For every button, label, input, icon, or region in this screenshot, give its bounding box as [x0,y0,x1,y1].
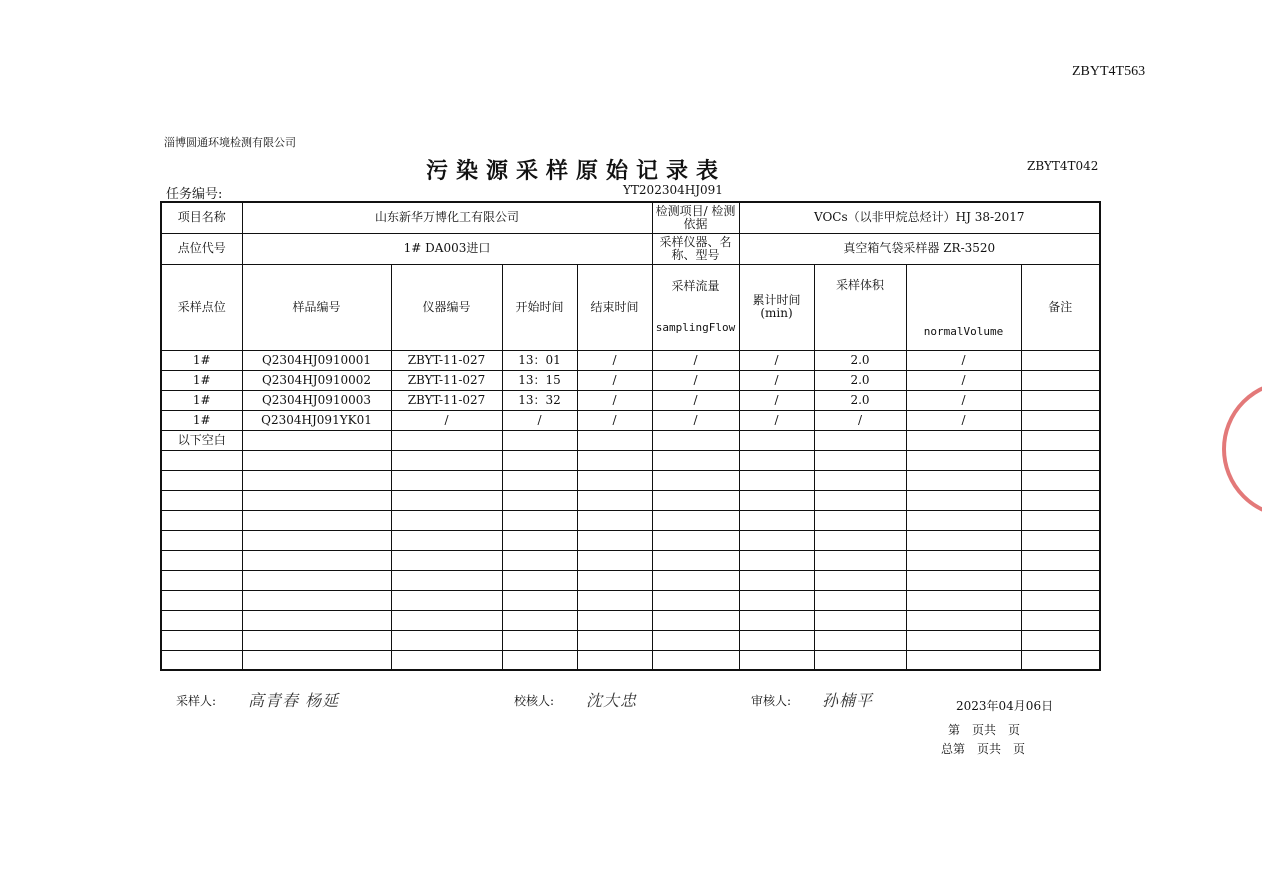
empty-cell [1021,530,1100,550]
table-cell-flow: / [652,370,739,390]
empty-cell [391,630,502,650]
table-cell-flow: / [652,410,739,430]
table-row [161,470,1100,490]
empty-cell [814,510,906,530]
form-code: ZBYT4T042 [1027,159,1099,173]
empty-cell [1021,650,1100,670]
empty-cell [502,470,577,490]
empty-cell [161,590,242,610]
empty-cell [739,590,814,610]
empty-cell [906,490,1021,510]
table-cell-volume-a: 2.0 [814,350,906,370]
empty-cell [1021,470,1100,490]
empty-cell [577,530,652,550]
empty-cell [577,570,652,590]
table-cell-volume-a: 2.0 [814,390,906,410]
empty-cell [391,430,502,450]
table-cell-flow: / [652,350,739,370]
empty-cell [906,510,1021,530]
table-cell-volume-b: / [906,350,1021,370]
table-row [161,390,1100,410]
empty-cell [391,650,502,670]
empty-cell [502,570,577,590]
empty-cell [906,430,1021,450]
checker-signature: 沈大忠 [586,691,638,710]
empty-cell [814,550,906,570]
empty-cell [739,450,814,470]
table-row [161,610,1100,630]
empty-cell [906,530,1021,550]
empty-cell [161,550,242,570]
empty-cell [1021,430,1100,450]
empty-cell [906,570,1021,590]
info-row-project [161,202,1100,233]
sign-date: 2023年04月06日 [956,699,1054,713]
table-row [161,410,1100,430]
empty-cell [739,510,814,530]
col-header-start: 开始时间 [502,264,577,350]
empty-cell [502,490,577,510]
empty-cell [739,650,814,670]
instrument-label: 采样仪器、名称、型号 [652,233,739,264]
table-row [161,650,1100,670]
sampler-label: 采样人: [176,694,217,708]
reviewer-signature: 孙楠平 [822,691,874,710]
reviewer-label: 审核人: [751,694,792,708]
empty-cell [161,450,242,470]
table-cell-point: 1# [161,370,242,390]
flow-label-cn: 采样流量 [671,279,720,293]
empty-cell [391,450,502,470]
empty-cell [906,470,1021,490]
table-row [161,430,1100,450]
empty-cell [652,550,739,570]
empty-cell [502,550,577,570]
table-cell-end: / [577,370,652,390]
table-cell-point: 1# [161,410,242,430]
empty-cell [652,470,739,490]
empty-cell [739,550,814,570]
column-header-row [161,264,1100,350]
sampler-signature: 高青春 杨延 [248,691,340,710]
table-cell-end: / [577,410,652,430]
empty-cell [1021,550,1100,570]
empty-cell [577,510,652,530]
empty-cell [652,630,739,650]
table-cell-point: 1# [161,390,242,410]
empty-cell [1021,570,1100,590]
empty-cell [161,570,242,590]
table-row [161,370,1100,390]
project-value: 山东新华万博化工有限公司 [242,202,652,233]
info-row-point [161,233,1100,264]
empty-cell [502,650,577,670]
table-cell-volume-b: / [906,390,1021,410]
empty-cell [739,490,814,510]
volume-label-cn: 采样体积 [836,277,885,292]
table-row [161,530,1100,550]
table-cell-duration: / [739,350,814,370]
table-cell-start: 13：01 [502,350,577,370]
empty-cell [161,470,242,490]
empty-cell [242,570,391,590]
empty-cell [242,430,391,450]
empty-cell [814,630,906,650]
table-cell-end: / [577,390,652,410]
empty-cell [161,530,242,550]
empty-cell [502,450,577,470]
page-counter: 第 页共 页 [948,723,1021,737]
empty-cell [502,430,577,450]
table-cell-sample: Q2304HJ091YK01 [242,410,391,430]
table-cell-volume-a: / [814,410,906,430]
empty-cell [1021,490,1100,510]
empty-cell [502,630,577,650]
empty-cell [814,590,906,610]
empty-cell [391,530,502,550]
table-cell-remark [1021,350,1100,370]
col-header-sample: 样品编号 [242,264,391,350]
table-cell-remark [1021,390,1100,410]
empty-cell [391,550,502,570]
empty-cell [814,650,906,670]
table-row [161,630,1100,650]
empty-cell [502,510,577,530]
empty-cell [814,490,906,510]
point-value: 1# DA003进口 [242,233,652,264]
total-page-counter: 总第 页共 页 [941,742,1026,756]
empty-cell [161,630,242,650]
empty-cell [906,550,1021,570]
empty-cell [814,430,906,450]
table-cell-start: 13：32 [502,390,577,410]
table-row [161,510,1100,530]
empty-cell [391,610,502,630]
checker-label: 校核人: [514,694,555,708]
empty-cell [502,530,577,550]
empty-cell [652,490,739,510]
empty-cell [814,470,906,490]
table-cell-volume-b: / [906,410,1021,430]
blank-note: 以下空白 [161,430,242,450]
table-cell-volume-b: / [906,370,1021,390]
table-cell-sample: Q2304HJ0910002 [242,370,391,390]
table-cell-start: 13：15 [502,370,577,390]
empty-cell [242,490,391,510]
flow-label-en: samplingFlow [655,321,736,334]
empty-cell [242,610,391,630]
empty-cell [814,530,906,550]
table-cell-duration: / [739,410,814,430]
data-rows [161,350,1100,670]
empty-cell [391,490,502,510]
table-cell-instrument: ZBYT-11-027 [391,390,502,410]
empty-cell [1021,510,1100,530]
empty-cell [652,590,739,610]
empty-cell [652,610,739,630]
empty-cell [242,650,391,670]
table-cell-start: / [502,410,577,430]
empty-cell [652,530,739,550]
empty-cell [739,470,814,490]
empty-cell [577,450,652,470]
document-code: ZBYT4T563 [1072,64,1146,79]
empty-cell [577,590,652,610]
col-header-duration: 累计时间 (min) [739,264,814,350]
empty-cell [814,570,906,590]
sampling-record-table [160,201,1101,671]
table-cell-flow: / [652,390,739,410]
empty-cell [577,550,652,570]
task-number-label: 任务编号: [166,187,223,202]
empty-cell [652,510,739,530]
empty-cell [391,570,502,590]
page-title: 污染源采样原始记录表 [426,158,727,184]
col-header-end: 结束时间 [577,264,652,350]
task-number: YT202304HJ091 [623,183,723,197]
empty-cell [906,610,1021,630]
empty-cell [577,610,652,630]
empty-cell [652,450,739,470]
empty-cell [906,590,1021,610]
empty-cell [577,490,652,510]
empty-cell [242,450,391,470]
table-cell-remark [1021,370,1100,390]
company-name: 淄博圆通环境检测有限公司 [164,136,296,149]
table-row [161,490,1100,510]
instrument-value: 真空箱气袋采样器 ZR-3520 [739,233,1100,264]
red-seal-stamp [1222,380,1262,518]
empty-cell [242,630,391,650]
table-cell-remark [1021,410,1100,430]
table-row [161,450,1100,470]
empty-cell [652,650,739,670]
empty-cell [739,430,814,450]
empty-cell [906,450,1021,470]
empty-cell [242,510,391,530]
empty-cell [652,570,739,590]
empty-cell [739,570,814,590]
table-row [161,590,1100,610]
empty-cell [1021,590,1100,610]
table-cell-sample: Q2304HJ0910003 [242,390,391,410]
col-header-point: 采样点位 [161,264,242,350]
point-label: 点位代号 [161,233,242,264]
col-header-instrument: 仪器编号 [391,264,502,350]
empty-cell [161,650,242,670]
table-cell-instrument: ZBYT-11-027 [391,350,502,370]
empty-cell [1021,450,1100,470]
table-cell-duration: / [739,390,814,410]
table-cell-sample: Q2304HJ0910001 [242,350,391,370]
empty-cell [652,430,739,450]
basis-label: 检测项目/ 检测依据 [652,202,739,233]
empty-cell [391,470,502,490]
table-cell-volume-a: 2.0 [814,370,906,390]
empty-cell [577,430,652,450]
empty-cell [391,510,502,530]
col-header-flow [652,264,739,350]
empty-cell [814,450,906,470]
col-header-remark: 备注 [1021,264,1100,350]
table-cell-instrument: ZBYT-11-027 [391,370,502,390]
empty-cell [577,630,652,650]
volume-label-en: normalVolume [923,324,1004,338]
empty-cell [906,650,1021,670]
empty-cell [739,630,814,650]
project-label: 项目名称 [161,202,242,233]
empty-cell [242,590,391,610]
empty-cell [161,610,242,630]
empty-cell [502,590,577,610]
table-cell-point: 1# [161,350,242,370]
empty-cell [242,530,391,550]
empty-cell [502,610,577,630]
empty-cell [739,530,814,550]
col-header-volume [814,264,906,350]
empty-cell [1021,630,1100,650]
empty-cell [1021,610,1100,630]
empty-cell [739,610,814,630]
empty-cell [161,510,242,530]
col-header-volume-en [906,264,1021,350]
table-cell-end: / [577,350,652,370]
empty-cell [906,630,1021,650]
empty-cell [242,470,391,490]
table-row [161,550,1100,570]
table-cell-duration: / [739,370,814,390]
empty-cell [577,650,652,670]
empty-cell [577,470,652,490]
empty-cell [161,490,242,510]
empty-cell [242,550,391,570]
table-row [161,570,1100,590]
table-cell-instrument: / [391,410,502,430]
table-row [161,350,1100,370]
empty-cell [391,590,502,610]
empty-cell [814,610,906,630]
basis-value: VOCs（以非甲烷总烃计）HJ 38-2017 [739,202,1100,233]
